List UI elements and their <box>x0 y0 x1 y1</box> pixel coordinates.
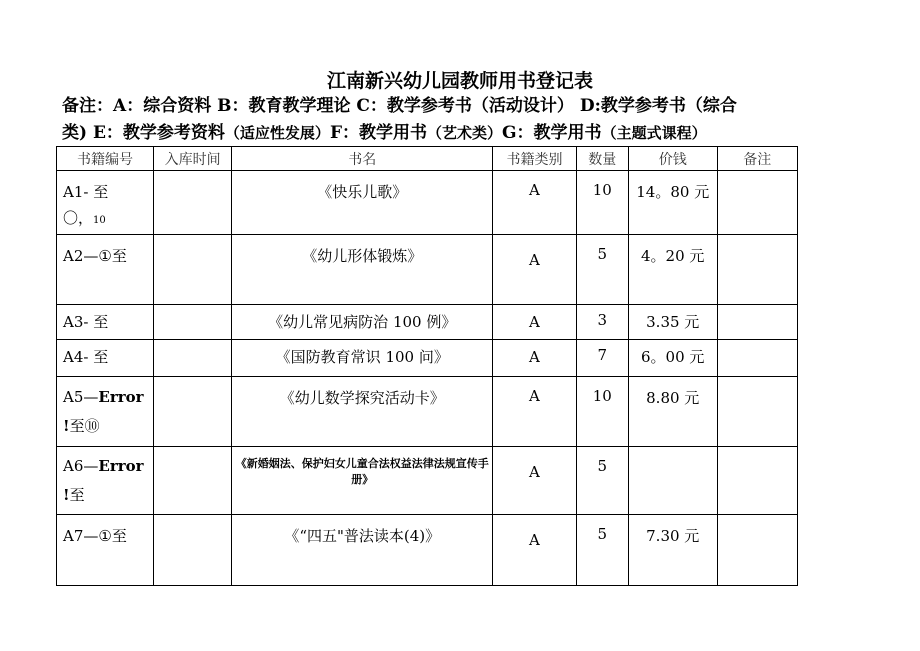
page-title: 江南新兴幼儿园教师用书登记表 <box>326 70 593 92</box>
note-cell <box>717 340 797 377</box>
category-cell: A <box>493 447 576 515</box>
book-code: A6— <box>63 457 99 475</box>
book-code: A4- 至 <box>63 348 109 366</box>
quantity-cell: 5 <box>576 515 628 586</box>
date-cell <box>154 305 232 340</box>
header-row <box>57 147 798 171</box>
error-text: Error <box>98 388 144 406</box>
book-code: A7—①至 <box>63 527 127 545</box>
book-code-cell <box>57 235 154 305</box>
note-cell <box>717 305 797 340</box>
book-code: 至⑩ <box>69 417 100 435</box>
price-cell: 3.35 元 <box>628 305 717 340</box>
book-code: 10 <box>93 215 106 226</box>
remarks-line-1: 备注：A：综合资料 B：教育教学理论 C：教学参考书（活动设计） D:教学参考书（综合 <box>62 96 737 116</box>
category-cell: A <box>493 377 576 447</box>
remarks-text: G：教学用书 <box>502 123 602 143</box>
date-cell <box>154 171 232 235</box>
table-row <box>57 377 798 447</box>
date-cell <box>154 377 232 447</box>
category-cell: A <box>493 340 576 377</box>
book-name-cell: 《国防教育常识 100 问》 <box>232 340 493 377</box>
price-cell: 8.80 元 <box>628 377 717 447</box>
price-cell <box>628 447 717 515</box>
note-cell <box>717 515 797 586</box>
book-name-cell: 《快乐儿歌》 <box>232 171 493 235</box>
note-cell <box>717 171 797 235</box>
quantity-cell: 5 <box>576 235 628 305</box>
book-code: 至 <box>69 486 85 504</box>
category-cell: A <box>493 515 576 586</box>
book-code: A5— <box>63 388 99 406</box>
table-row <box>57 515 798 586</box>
category-cell: A <box>493 305 576 340</box>
quantity-cell: 5 <box>576 447 628 515</box>
book-name-cell: 《幼儿数学探究活动卡》 <box>232 377 493 447</box>
remarks-text: 类) E：教学参考资料 <box>62 123 225 143</box>
price-cell: 6。00 元 <box>628 340 717 377</box>
book-register-table <box>56 146 798 586</box>
remarks-text: F：教学用书 <box>329 123 428 143</box>
date-cell <box>154 515 232 586</box>
book-code: 〇， <box>63 209 94 227</box>
quantity-cell: 7 <box>576 340 628 377</box>
column-header: 数量 <box>576 147 628 171</box>
book-code-cell <box>57 305 154 340</box>
error-text: ! <box>63 486 70 504</box>
date-cell <box>154 235 232 305</box>
book-code-cell <box>57 340 154 377</box>
table-row <box>57 235 798 305</box>
quantity-cell: 10 <box>576 171 628 235</box>
book-code-cell <box>57 447 154 515</box>
table-row <box>57 305 798 340</box>
remarks-text: （适应性发展） <box>224 124 330 142</box>
remarks-text: （艺术类） <box>427 124 503 142</box>
category-cell: A <box>493 171 576 235</box>
book-code: A2—①至 <box>63 247 127 265</box>
book-code-cell <box>57 171 154 235</box>
column-header: 入库时间 <box>154 147 232 171</box>
column-header: 备注 <box>717 147 797 171</box>
date-cell <box>154 340 232 377</box>
book-name-cell: 《“四五"普法读本(4)》 <box>232 515 493 586</box>
book-name-cell: 《幼儿常见病防治 100 例》 <box>232 305 493 340</box>
book-code: A1- 至 <box>63 183 109 201</box>
note-cell <box>717 235 797 305</box>
table-row <box>57 171 798 235</box>
column-header: 价钱 <box>628 147 717 171</box>
category-cell: A <box>493 235 576 305</box>
column-header: 书名 <box>232 147 493 171</box>
book-code-cell <box>57 515 154 586</box>
book-name-cell: 《新婚姻法、保护妇女儿童合法权益法律法规宣传手册》 <box>232 447 493 515</box>
table-row <box>57 447 798 515</box>
error-text: Error <box>98 457 144 475</box>
column-header: 书籍类别 <box>493 147 576 171</box>
error-text: ! <box>63 417 70 435</box>
date-cell <box>154 447 232 515</box>
quantity-cell: 3 <box>576 305 628 340</box>
book-code: A3- 至 <box>63 313 109 331</box>
note-cell <box>717 447 797 515</box>
remarks-line-2 <box>62 118 862 148</box>
book-name-cell: 《幼儿形体锻炼》 <box>232 235 493 305</box>
note-cell <box>717 377 797 447</box>
price-cell: 7.30 元 <box>628 515 717 586</box>
price-cell: 14。80 元 <box>628 171 717 235</box>
price-cell: 4。20 元 <box>628 235 717 305</box>
remarks-text: （主题式课程） <box>601 124 707 142</box>
table-row <box>57 340 798 377</box>
book-code-cell <box>57 377 154 447</box>
column-header: 书籍编号 <box>57 147 154 171</box>
quantity-cell: 10 <box>576 377 628 447</box>
